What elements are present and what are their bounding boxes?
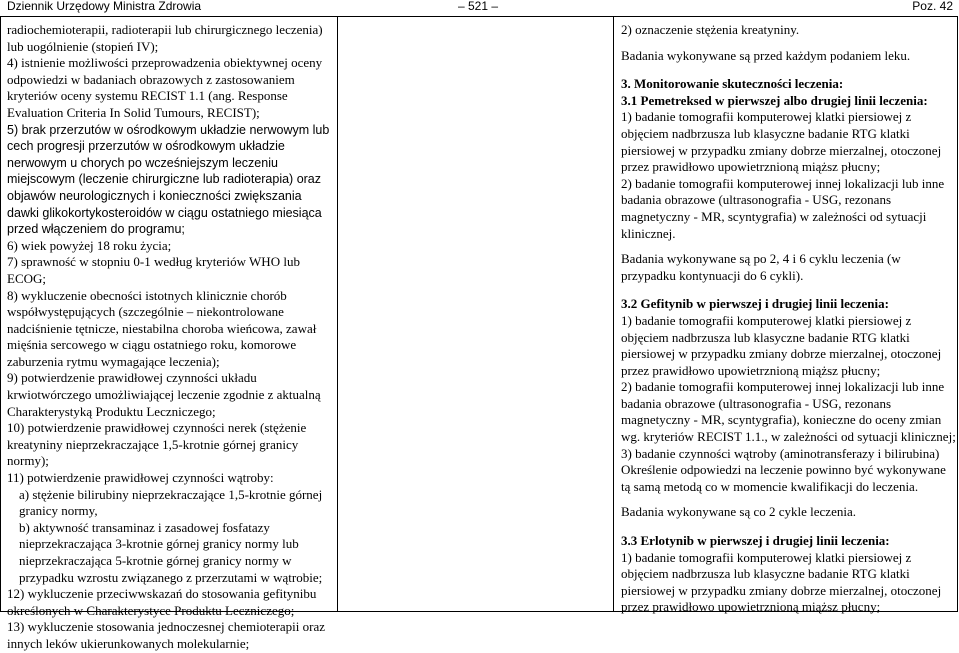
paragraph: 2) badanie tomografii komputerowej innej lokalizacji lub inne badania obrazowe (ultrasonografia - USG, rezonans magnetyczny - MR, scyntygrafia) w zależności od sytuacji klinicznej. <box>621 175 945 241</box>
paragraph: 5) brak przerzutów w ośrodkowym układzie nerwowym lub cech progresji przerzutów w ośrodkowym układzie nerwowym u chorych po wcześniejszym leczeniu miejscowym (leczenie chirurgiczne lub radioterapia) oraz objawów neurologicznych i konieczności zwiększania dawki glikokortykosteroidów w ciągu ostatniego miesiąca przed włączeniem do programu; <box>7 122 330 237</box>
paragraph: Badania wykonywane są po 2, 4 i 6 cyklu leczenia (w przypadku kontynuacji do 6 cykli). <box>621 251 901 283</box>
paragraph: 13) wykluczenie stosowania jednoczesnej chemioterapii oraz innych leków ukierunkowanych molekularnie; <box>7 619 326 651</box>
paragraph: radiochemioterapii, radioterapii lub chirurgicznego leczenia) lub uogólnienie (stopień IV); <box>7 22 323 54</box>
paragraph: 9) potwierdzenie prawidłowej czynności układu krwiotwórczego umożliwiającej leczenie zgodnie z aktualną Charakterystyką Produktu Leczniczego; <box>7 370 321 419</box>
table-border-left <box>0 16 1 611</box>
page-number: – 521 – <box>458 0 499 13</box>
column-divider-2 <box>613 16 614 611</box>
page-header <box>0 0 959 17</box>
paragraph: 8) wykluczenie obecności istotnych klinicznie chorób współwystępujących (szczególnie – niekontrolowane nadciśnienie tętnicze, niestabilna choroba wieńcowa, zawał mięśnia sercowego w ciągu ostatniego roku, komorowe zaburzenia rytmu wymagające leczenia); <box>7 287 317 369</box>
section-heading: 3. Monitorowanie skuteczności leczenia: <box>621 76 844 92</box>
paragraph: 12) wykluczenie przeciwwskazań do stosowania gefitynibu określonych w Charakterystyce Produktu Leczniczego; <box>7 586 317 618</box>
position-number: Poz. 42 <box>912 0 953 13</box>
left-column <box>7 22 333 653</box>
paragraph: 2) badanie tomografii komputerowej innej lokalizacji lub inne badania obrazowe (ultrasonografia - USG, rezonans magnetyczny - MR, scyntygrafia), konieczne do oceny zmian wg. kryteriów RECIST 1.1., w zależności od sytuacji klinicznej; <box>621 379 956 445</box>
paragraph: Badania wykonywane są przed każdym podaniem leku. <box>621 47 911 63</box>
paragraph: 1) badanie tomografii komputerowej klatki piersiowej z objęciem nadbrzusza lub klasyczne badanie RTG klatki piersiowej w przypadku zmiany dobrze mierzalnej, otoczonej przez prawidłowo upowietrznioną miąższ płucny; <box>621 312 942 378</box>
paragraph: Badania wykonywane są co 2 cykle leczenia. <box>621 504 856 520</box>
sub-item: b) aktywność transaminaz i zasadowej fosfatazy nieprzekraczająca 3-krotnie górnej granicy normy lub nieprzekraczająca 5-krotnie górnej granicy normy w przypadku wzrostu związanego z przerzutami w wątrobie; <box>19 519 323 585</box>
section-heading: 3.3 Erlotynib w pierwszej i drugiej linii leczenia: <box>621 533 890 549</box>
section-heading: 3.1 Pemetreksed w pierwszej albo drugiej linii leczenia: <box>621 92 928 108</box>
paragraph: 6) wiek powyżej 18 roku życia; <box>7 237 172 253</box>
section-heading: 3.2 Gefitynib w pierwszej i drugiej linii leczenia: <box>621 296 889 312</box>
table-border-right <box>957 16 958 611</box>
paragraph: 1) badanie tomografii komputerowej klatki piersiowej z objęciem nadbrzusza lub klasyczne badanie RTG klatki piersiowej w przypadku zmiany dobrze mierzalnej, otoczonej przez prawidłowo upowietrznioną miąższ płucny; <box>621 549 942 615</box>
paragraph: 4) istnienie możliwości przeprowadzenia obiektywnej oceny odpowiedzi w badaniach obrazowych z zastosowaniem kryteriów oceny systemu RECIST 1.1 (ang. Response Evaluation Criteria In Solid Tumours, RECIST); <box>7 55 323 120</box>
paragraph: 2) oznaczenie stężenia kreatyniny. <box>621 22 800 37</box>
paragraph: 11) potwierdzenie prawidłowej czynności wątroby: <box>7 470 274 486</box>
paragraph: Określenie odpowiedzi na leczenie powinno być wykonywane tą samą metodą co w momencie kwalifikacji do leczenia. <box>621 462 946 494</box>
paragraph: 3) badanie czynności wątroby (aminotransferazy i bilirubina) <box>621 445 940 461</box>
column-divider-1 <box>337 16 338 611</box>
paragraph: 1) badanie tomografii komputerowej klatki piersiowej z objęciem nadbrzusza lub klasyczne badanie RTG klatki piersiowej w przypadku zmiany dobrze mierzalnej, otoczonej przez prawidłowo upowietrznioną miąższ płucny; <box>621 109 942 175</box>
right-column <box>621 22 956 616</box>
sub-item: a) stężenie bilirubiny nieprzekraczające 1,5-krotnie górnej granicy normy, <box>19 486 323 519</box>
paragraph: 10) potwierdzenie prawidłowej czynności nerek (stężenie kreatyniny nieprzekraczające 1,5-krotnie górnej granicy normy); <box>7 420 307 469</box>
paragraph: 7) sprawność w stopniu 0-1 według kryteriów WHO lub ECOG; <box>7 254 300 286</box>
journal-title: Dziennik Urzędowy Ministra Zdrowia <box>7 0 202 13</box>
